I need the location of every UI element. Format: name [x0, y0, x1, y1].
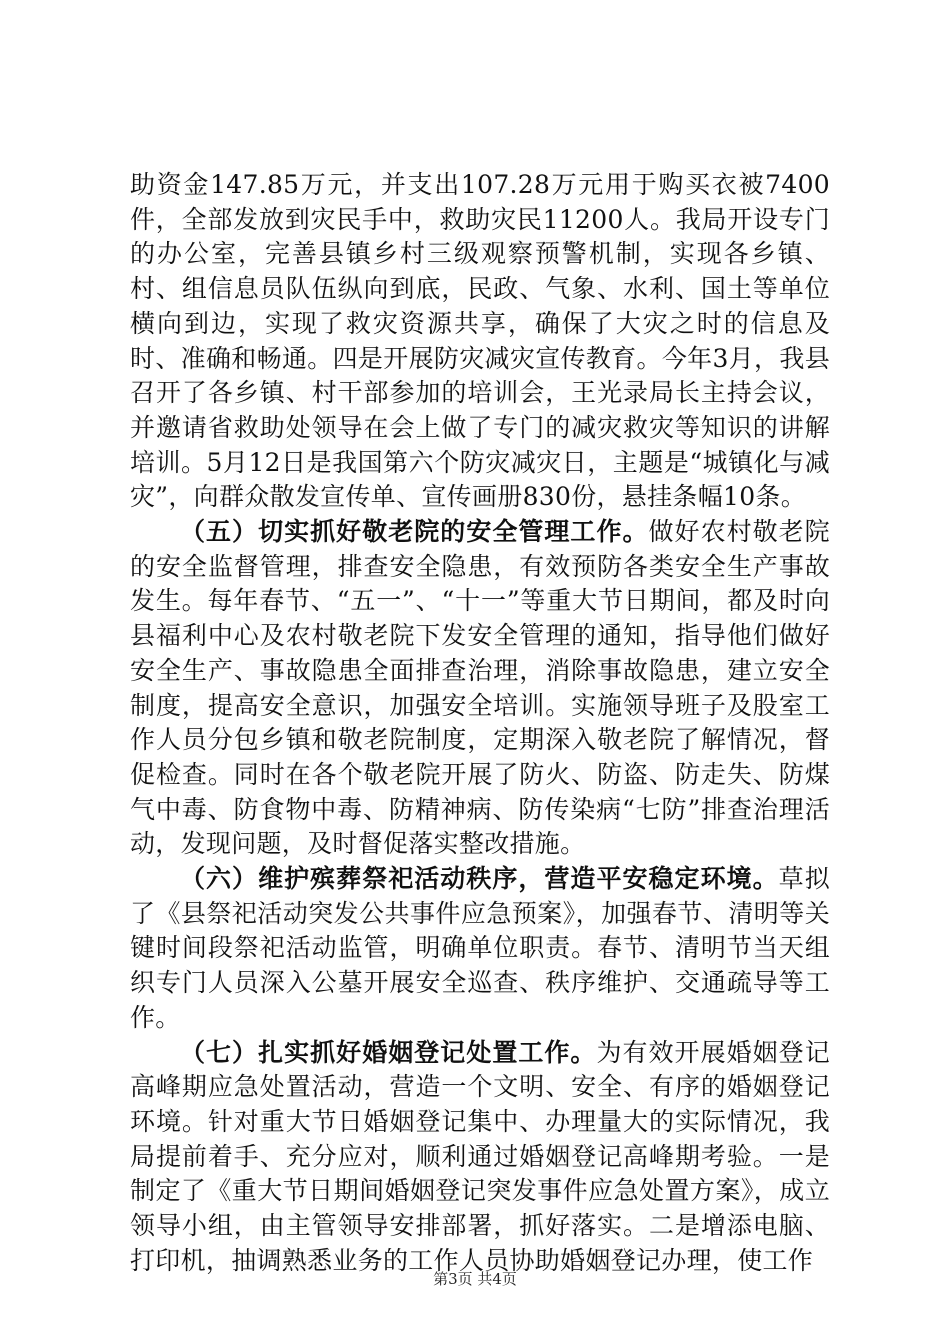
paragraph-relief-funds — [130, 168, 830, 515]
paragraph-text: 助资金147.85万元，并支出107.28万元用于购买衣被7400件，全部发放到灾民手中，救助灾民11200人。我局开设专门的办公室，完善县镇乡村三级观察预警机制，实现各乡镇、村、组信息员队伍纵向到底，民政、气象、水利、国土等单位横向到边，实现了救灾资源共享，确保了大灾之时的信息及时、准确和畅通。四是开展防灾减灾宣传教育。今年3月，我县召开了各乡镇、村干部参加的培训会，王光录局长主持会议，并邀请省救助处领导在会上做了专门的减灾救灾等知识的讲解培训。5月12日是我国第六个防灾减灾日，主题是“城镇化与减灾”，向群众散发宣传单、宣传画册830份，悬挂条幅10条。 — [130, 170, 830, 512]
section-heading: （五）切实抓好敬老院的安全管理工作。 — [180, 517, 649, 547]
section-heading: （七）扎实抓好婚姻登记处置工作。 — [180, 1037, 597, 1067]
document-body — [130, 168, 830, 1279]
section-heading: （六）维护殡葬祭祀活动秩序，营造平安稳定环境。 — [180, 864, 779, 894]
paragraph-text: 做好农村敬老院的安全监督管理，排查安全隐患，有效预防各类安全生产事故发生。每年春节、“五一”、“十一”等重大节日期间，都及时向县福利中心及农村敬老院下发安全管理的通知，指导他们做好安全生产、事故隐患全面排查治理，消除事故隐患，建立安全制度，提高安全意识，加强安全培训。实施领导班子及股室工作人员分包乡镇和敬老院制度，定期深入敬老院了解情况，督促检查。同时在各个敬老院开展了防火、防盗、防走失、防煤气中毒、防食物中毒、防精神病、防传染病“七防”排查治理活动，发现问题，及时督促落实整改措施。 — [130, 517, 830, 859]
page-footer: 第3页 共4页 — [433, 1270, 517, 1288]
paragraph-text: 为有效开展婚姻登记高峰期应急处置活动，营造一个文明、安全、有序的婚姻登记环境。针对重大节日婚姻登记集中、办理量大的实际情况，我局提前着手、充分应对，顺利通过婚姻登记高峰期考验。一是制定了《重大节日期间婚姻登记突发事件应急处置方案》，成立领导小组，由主管领导安排部署，抓好落实。二是增添电脑、打印机，抽调熟悉业务的工作人员协助婚姻登记办理，使工作 — [130, 1037, 830, 1275]
paragraph-section-7 — [130, 1036, 830, 1279]
paragraph-text: 草拟了《县祭祀活动突发公共事件应急预案》，加强春节、清明等关键时间段祭祀活动监管，明确单位职责。春节、清明节当天组织专门人员深入公墓开展安全巡查、秩序维护、交通疏导等工作。 — [130, 864, 831, 1032]
paragraph-section-5 — [130, 515, 830, 862]
paragraph-section-6 — [130, 862, 830, 1036]
